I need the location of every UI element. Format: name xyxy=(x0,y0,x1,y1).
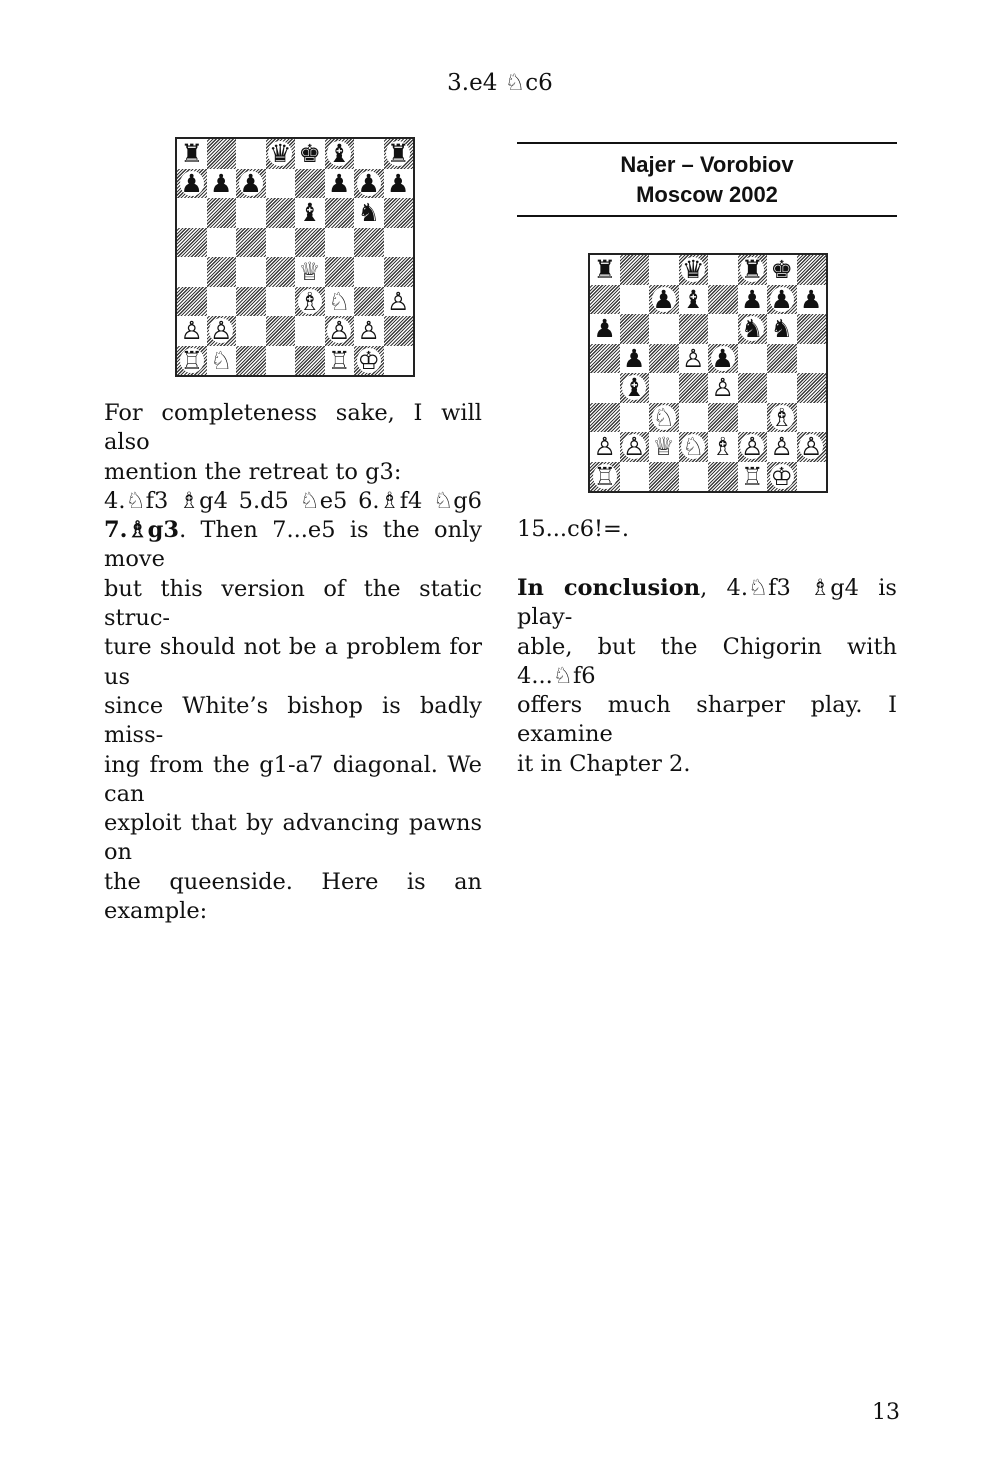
board-square xyxy=(738,373,768,403)
chess-piece-icon: ♟ xyxy=(210,168,233,198)
chess-piece-icon: ♚ xyxy=(298,139,321,169)
chess-piece-icon: ♜ xyxy=(387,139,410,169)
chess-piece-icon: ♟ xyxy=(711,343,734,373)
board-square xyxy=(797,432,827,462)
board-square xyxy=(207,169,237,199)
board-square xyxy=(266,139,296,169)
text-line xyxy=(104,516,482,575)
board-square xyxy=(620,462,650,492)
chess-piece-icon: ♕ xyxy=(652,432,675,462)
board-square xyxy=(738,432,768,462)
chess-piece-icon: ♚ xyxy=(770,255,793,285)
text-line: the queenside. Here is an example: xyxy=(104,868,482,925)
board-square xyxy=(384,228,414,258)
board-square xyxy=(679,462,709,492)
board-square xyxy=(649,373,679,403)
board-square xyxy=(738,344,768,374)
board-square xyxy=(590,255,620,285)
chess-piece-icon: ♟ xyxy=(387,168,410,198)
text-line: 15...c6!=. xyxy=(517,516,630,542)
board-square xyxy=(354,346,384,376)
board-square xyxy=(797,255,827,285)
text-line: ture should not be a problem for us xyxy=(104,634,482,690)
chess-piece-icon: ♞ xyxy=(357,198,380,228)
chess-piece-icon: ♟ xyxy=(652,284,675,314)
chess-piece-icon: ♟ xyxy=(180,168,203,198)
game-event: Moscow 2002 xyxy=(636,182,778,207)
board-square xyxy=(177,139,207,169)
text-line: it in Chapter 2. xyxy=(517,750,691,777)
board-square xyxy=(708,285,738,315)
chess-piece-icon: ♗ xyxy=(711,432,734,462)
board-square xyxy=(177,198,207,228)
board-square xyxy=(649,432,679,462)
board-square xyxy=(177,287,207,317)
board-square xyxy=(708,344,738,374)
board-square xyxy=(177,346,207,376)
board-square xyxy=(620,255,650,285)
board-square xyxy=(649,314,679,344)
board-square xyxy=(236,139,266,169)
game-players: Najer – Vorobiov xyxy=(620,152,794,177)
board-square xyxy=(325,316,355,346)
board-square xyxy=(590,344,620,374)
board-square xyxy=(767,432,797,462)
board-square xyxy=(649,403,679,433)
board-square xyxy=(295,316,325,346)
board-square xyxy=(590,432,620,462)
chess-piece-icon: ♙ xyxy=(770,432,793,462)
board-square xyxy=(708,255,738,285)
board-square xyxy=(354,228,384,258)
board-square xyxy=(797,403,827,433)
board-square xyxy=(236,346,266,376)
chess-piece-icon: ♘ xyxy=(682,432,705,462)
board-square xyxy=(266,346,296,376)
board-square xyxy=(325,198,355,228)
board-square xyxy=(767,403,797,433)
board-square xyxy=(679,255,709,285)
board-square xyxy=(384,346,414,376)
chess-piece-icon: ♙ xyxy=(180,316,203,346)
chess-piece-icon: ♗ xyxy=(298,286,321,316)
board-square xyxy=(767,344,797,374)
chess-piece-icon: ♘ xyxy=(210,345,233,375)
board-square xyxy=(708,373,738,403)
board-square xyxy=(236,169,266,199)
board-square xyxy=(177,228,207,258)
text-line: but this version of the static struc- xyxy=(104,575,482,632)
chess-piece-icon: ♙ xyxy=(328,316,351,346)
chess-piece-icon: ♜ xyxy=(741,255,764,285)
board-square xyxy=(295,228,325,258)
board-square xyxy=(354,316,384,346)
chess-piece-icon: ♙ xyxy=(682,343,705,373)
board-square xyxy=(207,139,237,169)
bold-move: 7.♗g3 xyxy=(104,517,180,544)
board-square xyxy=(354,257,384,287)
chess-piece-icon: ♗ xyxy=(770,402,793,432)
board-square xyxy=(620,403,650,433)
left-column-text xyxy=(104,399,482,926)
board-square xyxy=(236,198,266,228)
board-square xyxy=(236,316,266,346)
board-square xyxy=(708,432,738,462)
chess-piece-icon: ♜ xyxy=(593,255,616,285)
chess-piece-icon: ♟ xyxy=(593,314,616,344)
chess-piece-icon: ♙ xyxy=(800,432,823,462)
board-square xyxy=(295,257,325,287)
move-annotation xyxy=(517,515,897,544)
text-line xyxy=(517,574,897,633)
chess-piece-icon: ♟ xyxy=(741,284,764,314)
board-square xyxy=(620,373,650,403)
text-segment: , 4.♘f3 ♗g4 is play- xyxy=(517,575,897,631)
board-square xyxy=(797,373,827,403)
chess-piece-icon: ♝ xyxy=(623,373,646,403)
board-square xyxy=(325,139,355,169)
chess-diagram-2 xyxy=(588,253,828,493)
text-line: able, but the Chigorin with 4...♘f6 xyxy=(517,633,897,689)
text-line: mention the retreat to g3: xyxy=(104,458,402,485)
board-square xyxy=(177,169,207,199)
chess-piece-icon: ♕ xyxy=(298,257,321,287)
board-square xyxy=(384,198,414,228)
chess-piece-icon: ♙ xyxy=(623,432,646,462)
board-square xyxy=(738,255,768,285)
board-square xyxy=(266,228,296,258)
chess-piece-icon: ♞ xyxy=(741,314,764,344)
board-square xyxy=(708,462,738,492)
board-square xyxy=(738,462,768,492)
board-square xyxy=(295,346,325,376)
chess-piece-icon: ♔ xyxy=(770,461,793,491)
chess-piece-icon: ♙ xyxy=(741,432,764,462)
chess-diagram-1 xyxy=(175,137,415,377)
board-square xyxy=(354,169,384,199)
board-square xyxy=(649,344,679,374)
board-square xyxy=(649,285,679,315)
board-square xyxy=(354,139,384,169)
board-square xyxy=(649,255,679,285)
board-square xyxy=(207,346,237,376)
chess-piece-icon: ♝ xyxy=(328,139,351,169)
board-square xyxy=(236,228,266,258)
text-line: exploit that by advancing pawns on xyxy=(104,810,482,866)
board-square xyxy=(266,257,296,287)
board-square xyxy=(295,139,325,169)
chess-piece-icon: ♟ xyxy=(770,284,793,314)
chess-piece-icon: ♟ xyxy=(800,284,823,314)
bold-heading: In conclusion xyxy=(517,575,701,601)
board-square xyxy=(738,314,768,344)
board-square xyxy=(738,403,768,433)
board-square xyxy=(207,257,237,287)
board-square xyxy=(207,287,237,317)
board-square xyxy=(797,462,827,492)
chess-piece-icon: ♛ xyxy=(269,139,292,169)
board-square xyxy=(354,287,384,317)
board-square xyxy=(384,257,414,287)
chess-piece-icon: ♟ xyxy=(239,168,262,198)
board-square xyxy=(767,314,797,344)
board-square xyxy=(620,314,650,344)
board-square xyxy=(767,462,797,492)
game-header xyxy=(517,142,897,217)
board-square xyxy=(266,287,296,317)
board-square xyxy=(649,462,679,492)
text-line: For completeness sake, I will also xyxy=(104,400,482,456)
chess-piece-icon: ♙ xyxy=(387,286,410,316)
board-square xyxy=(679,314,709,344)
board-square xyxy=(620,285,650,315)
board-square xyxy=(679,285,709,315)
board-square xyxy=(679,403,709,433)
board-square xyxy=(590,462,620,492)
chess-piece-icon: ♙ xyxy=(357,316,380,346)
board-square xyxy=(266,316,296,346)
board-square xyxy=(295,169,325,199)
board-square xyxy=(384,139,414,169)
board-square xyxy=(590,314,620,344)
chess-piece-icon: ♙ xyxy=(593,432,616,462)
page-number: 13 xyxy=(872,1400,900,1425)
board-square xyxy=(738,285,768,315)
board-square xyxy=(266,169,296,199)
chess-piece-icon: ♘ xyxy=(652,402,675,432)
running-head: 3.e4 ♘c6 xyxy=(447,70,553,96)
board-square xyxy=(797,285,827,315)
board-square xyxy=(767,373,797,403)
chess-piece-icon: ♝ xyxy=(298,198,321,228)
board-square xyxy=(679,373,709,403)
board-square xyxy=(590,373,620,403)
chess-piece-icon: ♜ xyxy=(180,139,203,169)
board-square xyxy=(767,285,797,315)
board-square xyxy=(620,432,650,462)
board-square xyxy=(236,257,266,287)
board-square xyxy=(384,169,414,199)
text-line: since White’s bishop is badly miss- xyxy=(104,692,482,749)
board-square xyxy=(207,228,237,258)
board-square xyxy=(708,314,738,344)
chess-piece-icon: ♔ xyxy=(357,345,380,375)
board-square xyxy=(590,285,620,315)
board-square xyxy=(708,403,738,433)
board-square xyxy=(384,316,414,346)
board-square xyxy=(679,432,709,462)
conclusion-paragraph xyxy=(517,574,897,779)
text-line: ing from the g1-a7 diagonal. We can xyxy=(104,751,482,807)
board-square xyxy=(177,257,207,287)
board-square xyxy=(679,344,709,374)
board-square xyxy=(325,169,355,199)
board-square xyxy=(325,228,355,258)
chess-piece-icon: ♟ xyxy=(328,168,351,198)
board-square xyxy=(295,287,325,317)
board-square xyxy=(207,316,237,346)
chess-piece-icon: ♟ xyxy=(357,168,380,198)
board-square xyxy=(767,255,797,285)
board-square xyxy=(590,403,620,433)
board-square xyxy=(207,198,237,228)
board-square xyxy=(325,287,355,317)
chess-piece-icon: ♙ xyxy=(711,373,734,403)
chess-piece-icon: ♖ xyxy=(593,461,616,491)
chess-piece-icon: ♖ xyxy=(328,345,351,375)
text-segment: . Then 7...e5 is the only move xyxy=(104,517,482,573)
board-square xyxy=(325,257,355,287)
chess-piece-icon: ♙ xyxy=(210,316,233,346)
board-square xyxy=(797,314,827,344)
board-square xyxy=(354,198,384,228)
board-square xyxy=(384,287,414,317)
chess-piece-icon: ♞ xyxy=(770,314,793,344)
text-line: offers much sharper play. I examine xyxy=(517,692,897,748)
chess-piece-icon: ♘ xyxy=(328,286,351,316)
board-square xyxy=(177,316,207,346)
chess-piece-icon: ♖ xyxy=(180,345,203,375)
board-square xyxy=(325,346,355,376)
chess-piece-icon: ♟ xyxy=(623,343,646,373)
board-square xyxy=(266,198,296,228)
board-square xyxy=(236,287,266,317)
chess-piece-icon: ♖ xyxy=(741,461,764,491)
board-square xyxy=(295,198,325,228)
chess-piece-icon: ♝ xyxy=(682,284,705,314)
board-square xyxy=(797,344,827,374)
text-line: 4.♘f3 ♗g4 5.d5 ♘e5 6.♗f4 ♘g6 xyxy=(104,487,482,514)
chess-piece-icon: ♛ xyxy=(682,255,705,285)
board-square xyxy=(620,344,650,374)
